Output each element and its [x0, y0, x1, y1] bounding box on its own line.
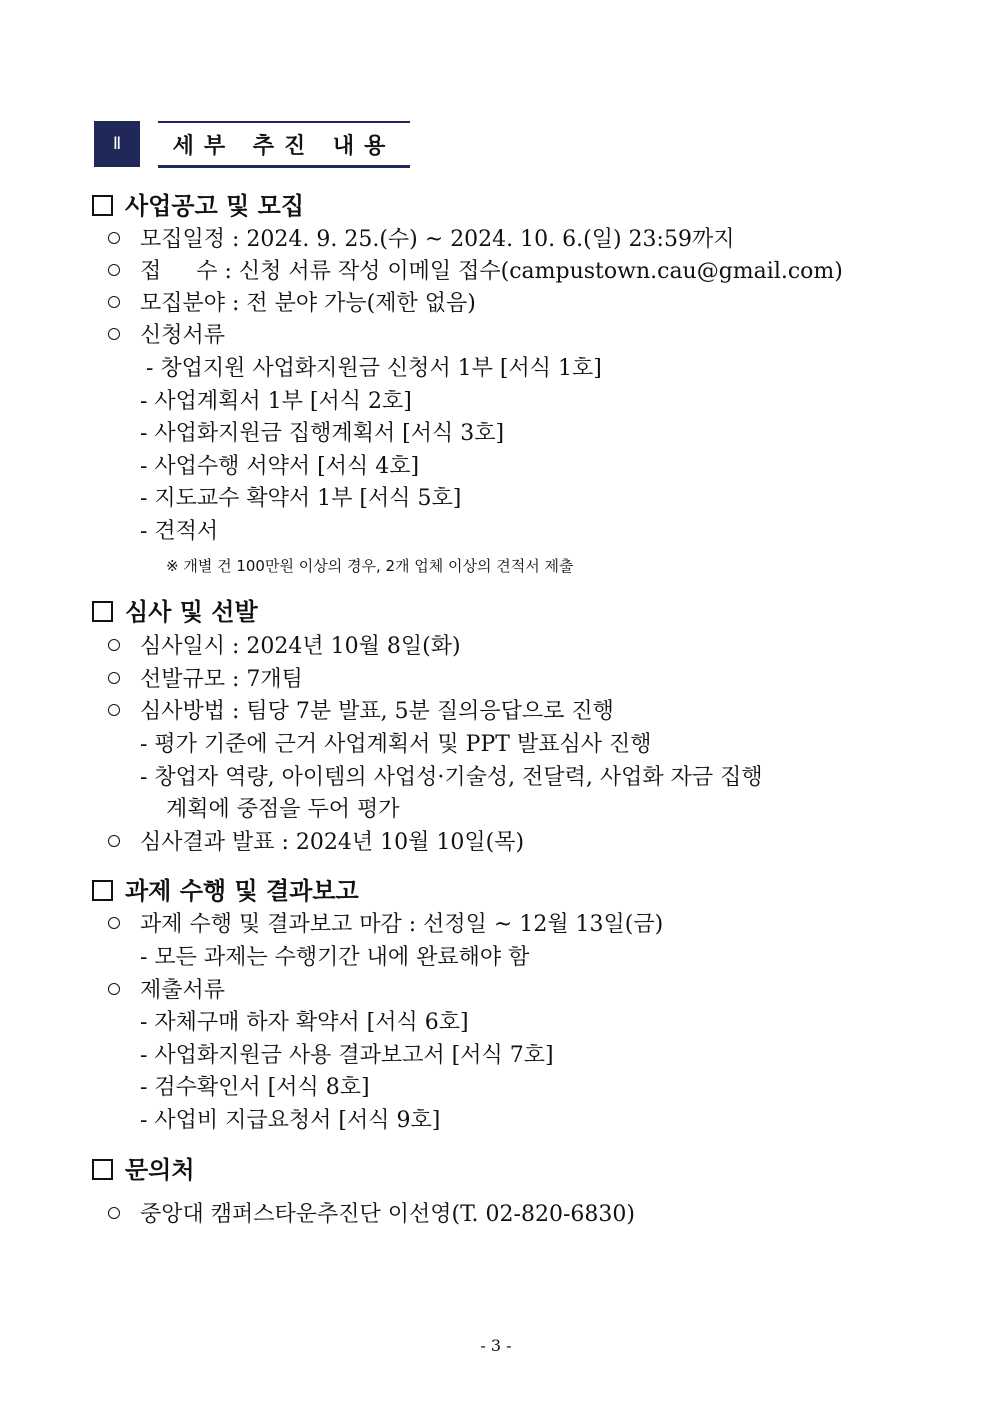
bullet-item: 접 수 : 신청 서류 작성 이메일 접수(campustown.cau@gmail.com) — [108, 257, 843, 287]
section-heading-review: 심사 및 선발 — [92, 597, 258, 627]
circle-bullet-icon — [108, 704, 120, 716]
section-heading-recruit: 사업공고 및 모집 — [92, 191, 304, 221]
chapter-header — [94, 121, 414, 167]
circle-bullet-icon — [108, 1207, 120, 1219]
chapter-number: Ⅱ — [94, 121, 140, 167]
bullet-item: 선발규모 : 7개팀 — [108, 665, 303, 695]
dash-item: - 사업계획서 1부 [서식 2호] — [140, 389, 412, 414]
dash-item: - 사업화지원금 집행계획서 [서식 3호] — [140, 421, 505, 446]
circle-bullet-icon — [108, 917, 120, 929]
dash-item: - 자체구매 하자 확약서 [서식 6호] — [140, 1010, 469, 1035]
circle-bullet-icon — [108, 835, 120, 847]
dash-item: - 사업수행 서약서 [서식 4호] — [140, 454, 420, 479]
circle-bullet-icon — [108, 983, 120, 995]
dash-item-continuation: 계획에 중점을 두어 평가 — [166, 797, 400, 822]
chapter-title: 세부 추진 내용 — [158, 121, 410, 168]
bullet-item: 모집일정 : 2024. 9. 25.(수) ~ 2024. 10. 6.(일) 23:59까지 — [108, 225, 734, 255]
note-text: ※ 개별 건 100만원 이상의 경우, 2개 업체 이상의 견적서 제출 — [166, 557, 574, 575]
bullet-item: 심사방법 : 팀당 7분 발표, 5분 질의응답으로 진행 — [108, 697, 614, 727]
dash-item: - 견적서 — [140, 519, 219, 544]
dash-item: - 창업지원 사업화지원금 신청서 1부 [서식 1호] — [146, 356, 602, 381]
circle-bullet-icon — [108, 264, 120, 276]
page-number: - 3 - — [480, 1336, 512, 1355]
circle-bullet-icon — [108, 639, 120, 651]
bullet-item: 모집분야 : 전 분야 가능(제한 없음) — [108, 289, 476, 319]
circle-bullet-icon — [108, 672, 120, 684]
bullet-item: 중앙대 캠퍼스타운추진단 이선영(T. 02-820-6830) — [108, 1200, 635, 1230]
checkbox-square-icon — [92, 1159, 113, 1180]
dash-item: - 사업비 지급요청서 [서식 9호] — [140, 1108, 441, 1133]
bullet-item: 심사결과 발표 : 2024년 10월 10일(목) — [108, 828, 524, 858]
bullet-item: 신청서류 — [108, 321, 225, 351]
dash-item: - 사업화지원금 사용 결과보고서 [서식 7호] — [140, 1043, 554, 1068]
circle-bullet-icon — [108, 232, 120, 244]
bullet-item: 제출서류 — [108, 976, 225, 1006]
dash-item: - 지도교수 확약서 1부 [서식 5호] — [140, 486, 462, 511]
dash-item: - 창업자 역량, 아이템의 사업성·기술성, 전달력, 사업화 자금 집행 — [140, 765, 763, 790]
section-heading-contact: 문의처 — [92, 1155, 195, 1185]
dash-item: - 검수확인서 [서식 8호] — [140, 1075, 370, 1100]
bullet-item: 과제 수행 및 결과보고 마감 : 선정일 ~ 12월 13일(금) — [108, 910, 663, 940]
circle-bullet-icon — [108, 296, 120, 308]
section-heading-report: 과제 수행 및 결과보고 — [92, 876, 359, 906]
checkbox-square-icon — [92, 880, 113, 901]
dash-item: - 평가 기준에 근거 사업계획서 및 PPT 발표심사 진행 — [140, 732, 652, 757]
bullet-item: 심사일시 : 2024년 10월 8일(화) — [108, 632, 461, 662]
checkbox-square-icon — [92, 195, 113, 216]
circle-bullet-icon — [108, 328, 120, 340]
dash-item: - 모든 과제는 수행기간 내에 완료해야 함 — [140, 945, 530, 970]
checkbox-square-icon — [92, 601, 113, 622]
